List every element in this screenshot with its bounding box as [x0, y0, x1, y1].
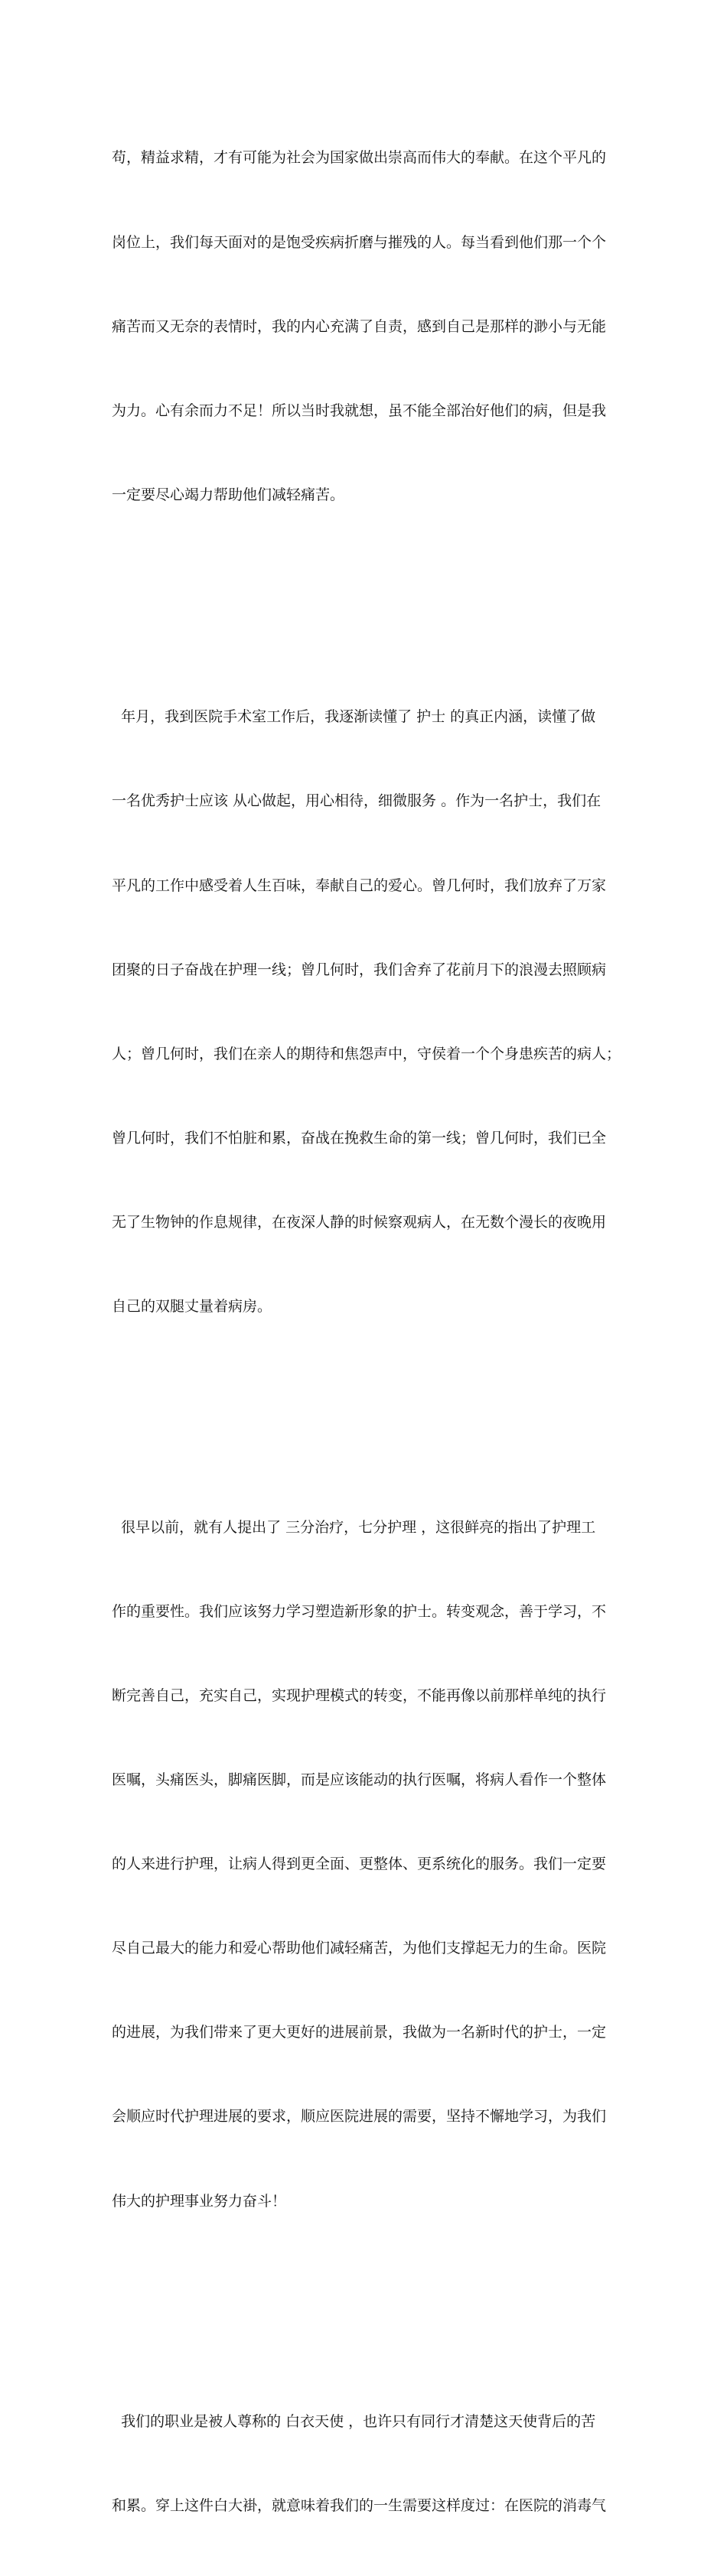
text-line: 作的重要性。我们应该努力学习塑造新形象的护士。转变观念，善于学习，不 — [112, 1602, 607, 1620]
text-line: 年月，我到医院手术室工作后，我逐渐读懂了 护士 的真正内涵，读懂了做 — [112, 708, 596, 726]
text-line: 很早以前，就有人提出了 三分治疗，七分护理 ，这很鲜亮的指出了护理工 — [112, 1518, 596, 1536]
text-line: 和累。穿上这件白大褂，就意味着我们的一生需要这样度过：在医院的消毒气 — [112, 2497, 607, 2515]
text-line: 一名优秀护士应该 从心做起，用心相待，细微服务 。作为一名护士，我们在 — [112, 792, 601, 810]
paragraph-3 — [112, 1457, 617, 2271]
paragraph-2 — [112, 647, 621, 1377]
paragraph-1 — [112, 88, 617, 565]
text-line: 伟大的护理事业努力奋斗！ — [112, 2192, 287, 2210]
paragraph-spacer — [112, 565, 617, 647]
text-line: 一定要尽心竭力帮助他们减轻痛苦。 — [112, 486, 345, 503]
text-line: 平凡的工作中感受着人生百味，奉献自己的爱心。曾几何时，我们放弃了万家 — [112, 877, 607, 894]
text-line: 医嘱，头痛医头，脚痛医脚，而是应该能动的执行医嘱，将病人看作一个整体 — [112, 1771, 607, 1788]
text-line: 会顺应时代护理进展的要求，顺应医院进展的需要，坚持不懈地学习，为我们 — [112, 2108, 607, 2126]
text-line: 断完善自己，充实自己，实现护理模式的转变，不能再像以前那样单纯的执行 — [112, 1686, 607, 1704]
text-line: 为力。心有余而力不足！所以当时我就想，虽不能全部治好他们的病，但是我 — [112, 402, 607, 419]
text-line: 我们的职业是被人尊称的 白衣天使 ，也许只有同行才清楚这天使背后的苦 — [112, 2413, 596, 2431]
text-line: 的人来进行护理，让病人得到更全面、更整体、更系统化的服务。我们一定要 — [112, 1856, 607, 1873]
text-line: 曾几何时，我们不怕脏和累，奋战在挽救生命的第一线；曾几何时，我们已全 — [112, 1129, 607, 1147]
text-line: 人；曾几何时，我们在亲人的期待和焦怨声中，守侯着一个个身患疾苦的病人； — [112, 1045, 621, 1062]
text-line: 尽自己最大的能力和爱心帮助他们减轻痛苦，为他们支撑起无力的生命。医院 — [112, 1940, 607, 1957]
paragraph-spacer — [112, 2272, 617, 2352]
document-page — [112, 88, 621, 2576]
text-line: 无了生物钟的作息规律，在夜深人静的时候察观病人，在无数个漫长的夜晚用 — [112, 1214, 607, 1231]
text-line: 团聚的日子奋战在护理一线；曾几何时，我们舍弃了花前月下的浪漫去照顾病 — [112, 961, 607, 978]
text-line: 岗位上，我们每天面对的是饱受疾病折磨与摧残的人。每当看到他们那一个个 — [112, 233, 607, 251]
paragraph-spacer — [112, 1377, 617, 1457]
text-line: 自己的双腿丈量着病房。 — [112, 1298, 272, 1316]
text-line: 痛苦而又无奈的表情时，我的内心充满了自责，感到自己是那样的渺小与无能 — [112, 317, 607, 335]
paragraph-4 — [112, 2352, 617, 2576]
text-line: 的进展，为我们带来了更大更好的进展前景，我做为一名新时代的护士，一定 — [112, 2024, 607, 2041]
text-line: 苟，精益求精，才有可能为社会为国家做出崇高而伟大的奉献。在这个平凡的 — [112, 149, 607, 167]
